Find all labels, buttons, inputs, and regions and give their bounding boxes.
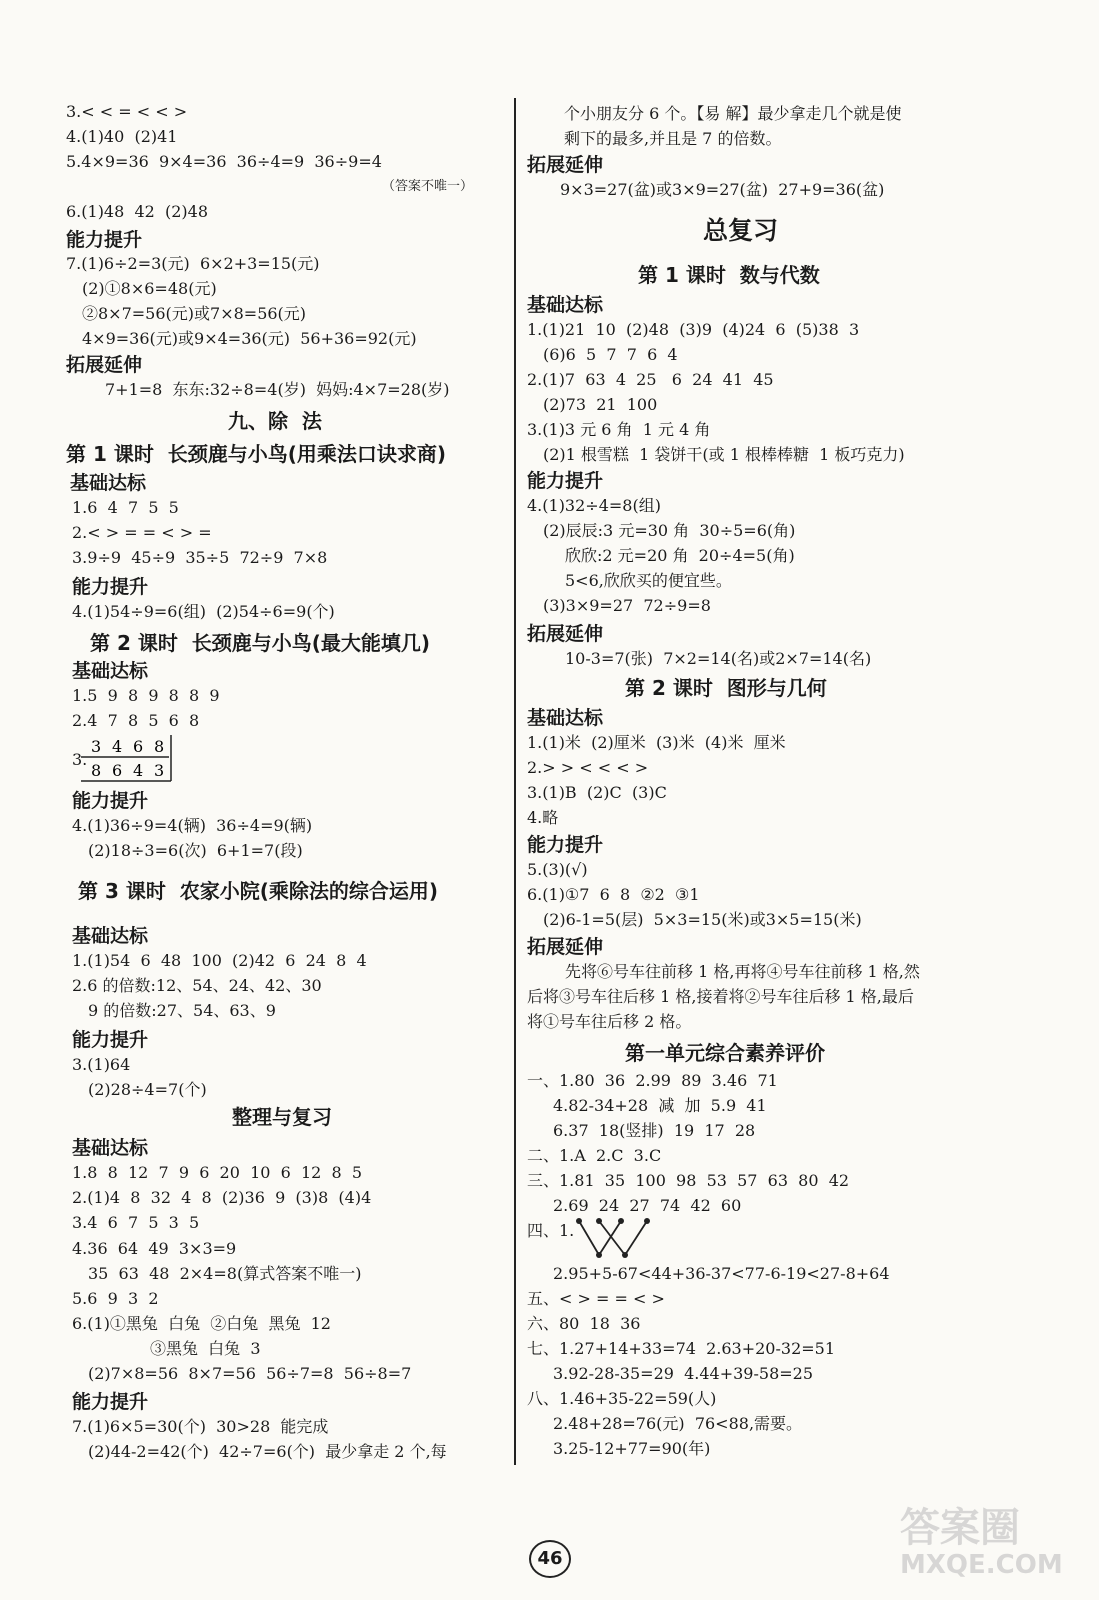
answer-line: (2)辰辰:3 元=30 角 30÷5=6(角) xyxy=(543,521,796,540)
answer-line: 2.4 7 8 5 6 8 xyxy=(72,711,200,730)
answer-line: 5.(3)(√) xyxy=(527,860,588,879)
answer-line: 剩下的最多,并且是 7 的倍数。 xyxy=(564,129,782,148)
section-heading: 能力提升 xyxy=(72,1391,149,1413)
answer-line: 1.6 4 7 5 5 xyxy=(72,498,179,517)
answer-line: 9×3=27(盆)或3×9=27(盆) 27+9=36(盆) xyxy=(560,180,885,199)
answer-line: 5<6,欣欣买的便宜些。 xyxy=(565,571,732,590)
answer-line: 后将③号车往后移 1 格,接着将②号车往后移 1 格,最后 xyxy=(527,987,914,1006)
answer-line: 3.92-28-35=29 4.44+39-58=25 xyxy=(553,1364,814,1383)
answer-line: 欣欣:2 元=20 角 20÷4=5(角) xyxy=(565,546,795,565)
answer-line: ②8×7=56(元)或7×8=56(元) xyxy=(82,304,307,323)
watermark-text: 答案圈 xyxy=(900,1505,1020,1551)
answer-line: 2.(1)4 8 32 4 8 (2)36 9 (3)8 (4)4 xyxy=(72,1188,372,1207)
answer-line: 七、1.27+14+33=74 2.63+20-32=51 xyxy=(527,1339,836,1358)
answer-line: 2.> > < < < > xyxy=(527,758,649,777)
section-heading: 能力提升 xyxy=(72,790,149,812)
section-heading: 基础达标 xyxy=(72,660,149,682)
answer-line: (2)28÷4=7(个) xyxy=(88,1080,207,1099)
answer-line: 6.(1)①7 6 8 ②2 ③1 xyxy=(527,885,700,904)
lesson-title: 第 3 课时 农家小院(乘除法的综合运用) xyxy=(78,879,439,903)
answer-line: 五、< > = = < > xyxy=(527,1289,665,1308)
lesson-title: 第 1 课时 数与代数 xyxy=(638,263,820,287)
answer-line: 3.(1)3 元 6 角 1 元 4 角 xyxy=(527,420,711,439)
section-heading: 能力提升 xyxy=(527,470,604,492)
answer-line: 一、1.80 36 2.99 89 3.46 71 xyxy=(527,1071,778,1090)
answer-line: 3.25-12+77=90(年) xyxy=(553,1439,711,1458)
answer-line: 6.(1)①黑兔 白兔 ②白兔 黑兔 12 xyxy=(72,1314,331,1333)
answer-line: 将①号车往后移 2 格。 xyxy=(527,1012,692,1031)
answer-line: 2.69 24 27 74 42 60 xyxy=(553,1196,742,1215)
answer-line: 10-3=7(张) 7×2=14(名)或2×7=14(名) xyxy=(565,649,872,668)
matching-lines xyxy=(573,1213,663,1261)
page-number: 46 xyxy=(529,1540,571,1578)
unit-title: 九、除 法 xyxy=(228,409,322,433)
answer-line: 4.(1)32÷4=8(组) xyxy=(527,496,661,515)
answer-line: 6.(1)48 42 (2)48 xyxy=(66,202,209,221)
answer-line: 4.82-34+28 减 加 5.9 41 xyxy=(553,1096,767,1115)
answer-line: 3.9÷9 45÷9 35÷5 72÷9 7×8 xyxy=(72,548,328,567)
answer-line: 3.< < = < < > xyxy=(66,102,188,121)
answer-line: 4.(1)54÷9=6(组) (2)54÷6=9(个) xyxy=(72,602,335,621)
answer-line: (2)1 根雪糕 1 袋饼干(或 1 根棒棒糖 1 板巧克力) xyxy=(543,445,905,464)
answer-line: 3. xyxy=(72,750,88,769)
answer-line: ③黑兔 白兔 3 xyxy=(150,1339,261,1358)
answer-line: 2.(1)7 63 4 25 6 24 41 45 xyxy=(527,370,774,389)
answer-line: (3)3×9=27 72÷9=8 xyxy=(543,596,711,615)
answer-line: 7.(1)6÷2=3(元) 6×2+3=15(元) xyxy=(66,254,320,273)
answer-note: （答案不唯一） xyxy=(382,179,474,194)
watermark-logo xyxy=(900,1505,1080,1585)
answer-line: 9 的倍数:27、54、63、9 xyxy=(88,1001,276,1020)
answer-line: 四、1. xyxy=(527,1221,575,1240)
answer-line: 1.8 8 12 7 9 6 20 10 6 12 8 5 xyxy=(72,1163,363,1182)
answer-line: (2)7×8=56 8×7=56 56÷7=8 56÷8=7 xyxy=(88,1364,412,1383)
section-heading: 拓展延伸 xyxy=(527,623,604,645)
lesson-title: 第 2 课时 图形与几何 xyxy=(625,676,827,700)
answer-line: 三、1.81 35 100 98 53 57 63 80 42 xyxy=(527,1171,850,1190)
section-heading: 基础达标 xyxy=(527,707,604,729)
answer-line: 7+1=8 东东:32÷8=4(岁) 妈妈:4×7=28(岁) xyxy=(105,380,450,399)
answer-line: 6.37 18(竖排) 19 17 28 xyxy=(553,1121,756,1140)
grid-cell: 3 xyxy=(154,761,165,780)
answer-line: 六、80 18 36 xyxy=(527,1314,641,1333)
grid-cell: 6 xyxy=(112,761,123,780)
answer-line: 2.< > = = < > = xyxy=(72,523,212,542)
grid-cell: 4 xyxy=(112,737,123,756)
answer-line: 3.(1)64 xyxy=(72,1055,131,1074)
section-heading: 基础达标 xyxy=(70,472,147,494)
answer-line: (2)44-2=42(个) 42÷7=6(个) 最少拿走 2 个,每 xyxy=(88,1442,447,1461)
section-heading: 能力提升 xyxy=(72,1029,149,1051)
answer-line: 35 63 48 2×4=8(算式答案不唯一) xyxy=(88,1264,362,1283)
answer-line: 4.(1)36÷9=4(辆) 36÷4=9(辆) xyxy=(72,816,313,835)
answer-line: 4.略 xyxy=(527,808,559,827)
section-heading: 基础达标 xyxy=(72,925,149,947)
answer-line: 5.6 9 3 2 xyxy=(72,1289,159,1308)
answer-line: (2)6-1=5(层) 5×3=15(米)或3×5=15(米) xyxy=(543,910,862,929)
answer-line: 先将⑥号车往前移 1 格,再将④号车往前移 1 格,然 xyxy=(565,962,920,981)
lesson-title: 第 1 课时 长颈鹿与小鸟(用乘法口诀求商) xyxy=(66,442,447,466)
column-divider xyxy=(514,98,516,1465)
section-title: 整理与复习 xyxy=(232,1105,332,1129)
section-heading: 能力提升 xyxy=(72,576,149,598)
answer-line: 2.95+5-67<44+36-37<77-6-19<27-8+64 xyxy=(553,1264,890,1283)
section-heading: 基础达标 xyxy=(527,294,604,316)
answer-line: 个小朋友分 6 个。【易 解】最少拿走几个就是使 xyxy=(564,104,902,123)
lesson-title: 第 2 课时 长颈鹿与小鸟(最大能填几) xyxy=(90,631,431,655)
answer-line: 3.4 6 7 5 3 5 xyxy=(72,1213,200,1232)
section-heading: 能力提升 xyxy=(527,834,604,856)
answer-line: 2.48+28=76(元) 76<88,需要。 xyxy=(553,1414,803,1433)
answer-line: (6)6 5 7 7 6 4 xyxy=(543,345,678,364)
answer-line: 2.6 的倍数:12、54、24、42、30 xyxy=(72,976,322,995)
section-heading: 基础达标 xyxy=(72,1137,149,1159)
answer-line: (2)①8×6=48(元) xyxy=(82,279,217,298)
answer-line: 4.36 64 49 3×3=9 xyxy=(72,1239,237,1258)
answer-line: 3.(1)B (2)C (3)C xyxy=(527,783,667,802)
answer-line: 5.4×9=36 9×4=36 36÷4=9 36÷9=4 xyxy=(66,152,382,171)
number-grid xyxy=(79,733,179,785)
grid-cell: 3 xyxy=(91,737,102,756)
answer-line: 八、1.46+35-22=59(人) xyxy=(527,1389,717,1408)
grid-cell: 6 xyxy=(133,737,144,756)
assessment-title: 第一单元综合素养评价 xyxy=(625,1041,825,1065)
answer-line: 4×9=36(元)或9×4=36(元) 56+36=92(元) xyxy=(82,329,417,348)
answer-line: (2)73 21 100 xyxy=(543,395,658,414)
watermark-url: MXQE.COM xyxy=(900,1550,1063,1580)
section-heading: 拓展延伸 xyxy=(66,354,143,376)
chapter-title: 总复习 xyxy=(703,216,779,245)
grid-cell: 8 xyxy=(91,761,102,780)
answer-line: 1.5 9 8 9 8 8 9 xyxy=(72,686,220,705)
grid-cell: 4 xyxy=(133,761,144,780)
section-heading: 拓展延伸 xyxy=(527,154,604,176)
answer-line: (2)18÷3=6(次) 6+1=7(段) xyxy=(88,841,303,860)
section-heading: 能力提升 xyxy=(66,229,143,251)
answer-line: 1.(1)21 10 (2)48 (3)9 (4)24 6 (5)38 3 xyxy=(527,320,860,339)
answer-line: 4.(1)40 (2)41 xyxy=(66,127,178,146)
section-heading: 拓展延伸 xyxy=(527,936,604,958)
answer-line: 1.(1)米 (2)厘米 (3)米 (4)米 厘米 xyxy=(527,733,786,752)
answer-line: 二、1.A 2.C 3.C xyxy=(527,1146,662,1165)
grid-cell: 8 xyxy=(154,737,165,756)
answer-line: 7.(1)6×5=30(个) 30>28 能完成 xyxy=(72,1417,329,1436)
answer-line: 1.(1)54 6 48 100 (2)42 6 24 8 4 xyxy=(72,951,367,970)
